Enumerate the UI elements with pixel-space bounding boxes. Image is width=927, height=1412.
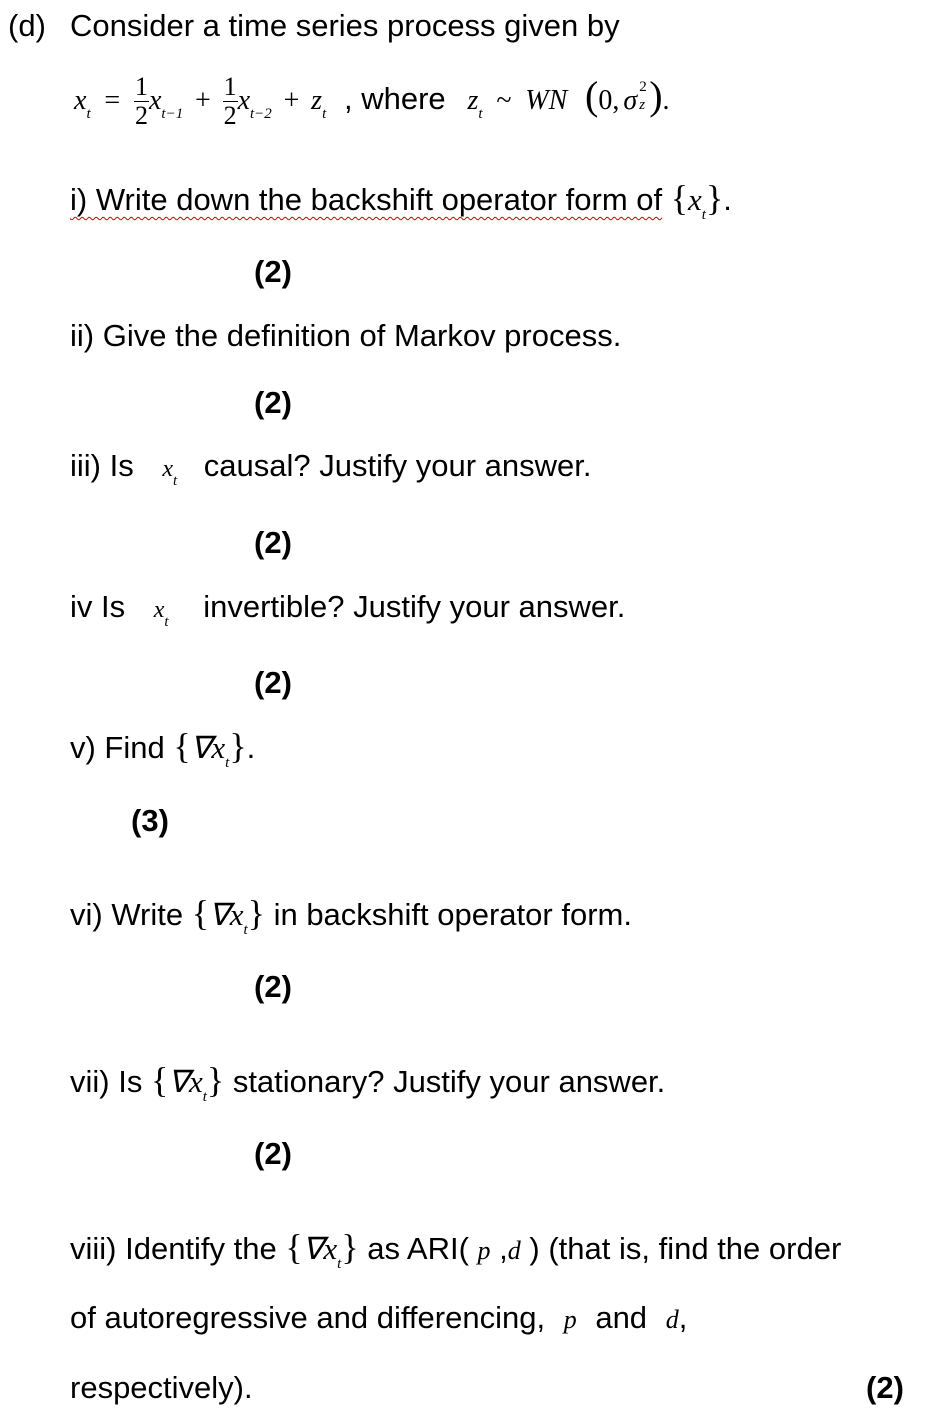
q7-nabla: ∇x (168, 1064, 203, 1099)
eq-where: , where (344, 81, 446, 116)
q6-post: in backshift operator form. (273, 897, 632, 932)
q8-line2a: of autoregressive and differencing, (70, 1300, 546, 1335)
q3-pre: iii) Is (70, 448, 134, 483)
eq-sub-z: z (639, 97, 646, 113)
eq-sub-t2: t−2 (250, 106, 272, 122)
q5-nabla: ∇x (190, 730, 226, 765)
q8-line2b: , (678, 1300, 688, 1335)
question-v (70, 728, 255, 772)
q6-pre: vi) Write (70, 897, 184, 932)
intro-text: Consider a time series process given by (70, 8, 620, 43)
q5-end: . (246, 730, 256, 765)
q8-mid1: as ARI( (367, 1231, 469, 1266)
q8-d2: d (665, 1305, 679, 1334)
brace-close: } (341, 1227, 359, 1267)
q8-sep: , (499, 1231, 508, 1266)
set-x: x (688, 182, 702, 217)
brace-open: { (191, 893, 209, 933)
q6-sub-t: t (243, 922, 248, 938)
eq-zero: 0 (598, 85, 613, 116)
set-sub-t: t (701, 207, 706, 223)
eq-sub-t1: t−1 (161, 106, 184, 122)
question-i (70, 180, 732, 224)
eq-z2: z (467, 85, 479, 116)
question-viii-line3: respectively). (70, 1370, 253, 1405)
q7-post: stationary? Justify your answer. (232, 1064, 666, 1099)
q8-p: p (477, 1236, 491, 1265)
question-viii-line2 (70, 1300, 687, 1338)
q8-and: and (595, 1300, 648, 1335)
marks-vi: (2) (254, 969, 292, 1004)
eq-x2: x (237, 85, 250, 116)
q7-pre: vii) Is (70, 1064, 143, 1099)
eq-frac-2: $\frac{1}{2}$ (223, 72, 237, 131)
q8-d: d (507, 1236, 521, 1265)
part-label: (d) (8, 8, 46, 43)
eq-z: z (311, 85, 323, 116)
q8-pre: viii) Identify the (70, 1231, 277, 1266)
marks-v: (3) (131, 803, 169, 838)
q8-mid2: ) (that is, find the order (529, 1231, 842, 1266)
q1-end: . (723, 182, 732, 217)
brace-open: { (173, 726, 191, 766)
brace-close: } (206, 1060, 225, 1100)
marks-viii: (2) (866, 1370, 904, 1405)
eq-comma: , (612, 85, 620, 116)
brace-close: } (247, 893, 265, 933)
question-viii-line1 (70, 1229, 841, 1273)
question-iii (70, 448, 591, 490)
question-vi (70, 895, 632, 939)
q3-post: causal? Justify your answer. (203, 448, 592, 483)
eq-x: x (74, 85, 87, 116)
process-equation (74, 72, 670, 152)
eq-wn: WN (525, 85, 568, 116)
marks-vii: (2) (254, 1136, 292, 1171)
eq-sub-zt: t (322, 106, 327, 122)
eq-equals: = (104, 85, 121, 116)
q5-pre: v) Find (70, 730, 165, 765)
eq-period: . (662, 85, 670, 116)
q8-sub-t: t (337, 1256, 342, 1272)
eq-x1: x (148, 85, 162, 116)
q4-sub-t: t (164, 614, 169, 630)
eq-frac-1: $\frac{1}{2}$ (134, 72, 148, 131)
q3-sub-t: t (173, 473, 178, 489)
eq-plus-1: + (194, 85, 211, 116)
q5-sub-t: t (225, 755, 230, 771)
brace-open: { (150, 1060, 169, 1100)
q8-p2: p (563, 1305, 577, 1334)
q4-pre: iv Is (70, 589, 126, 624)
eq-lparen: ( (585, 73, 599, 118)
q3-x: x (162, 456, 173, 482)
q6-nabla: ∇x (209, 897, 244, 932)
marks-i: (2) (254, 254, 292, 289)
q7-sub-t: t (202, 1089, 207, 1105)
eq-sigma: σ (623, 85, 638, 116)
marks-ii: (2) (254, 385, 292, 420)
marks-iv: (2) (254, 665, 292, 700)
brace-open: { (285, 1227, 303, 1267)
q4-x: x (153, 597, 165, 623)
brace-open: { (670, 178, 689, 218)
q4-post: invertible? Justify your answer. (203, 589, 626, 624)
question-i-label: i) Write down the backshift operator form of (70, 182, 663, 217)
question-iv (70, 589, 625, 631)
eq-tilde: ~ (496, 85, 512, 116)
brace-close: } (229, 726, 247, 766)
question-ii: ii) Give the definition of Markov process. (70, 318, 622, 353)
brace-close: } (705, 178, 724, 218)
eq-sub-t: t (86, 106, 91, 122)
q8-nabla: ∇x (302, 1231, 338, 1266)
eq-rparen: ) (649, 73, 663, 118)
question-vii (70, 1062, 665, 1106)
eq-plus-2: + (283, 85, 300, 116)
marks-iii: (2) (254, 525, 292, 560)
eq-sub-zt2: t (478, 106, 483, 122)
eq-sup-2: 2 (639, 79, 647, 95)
